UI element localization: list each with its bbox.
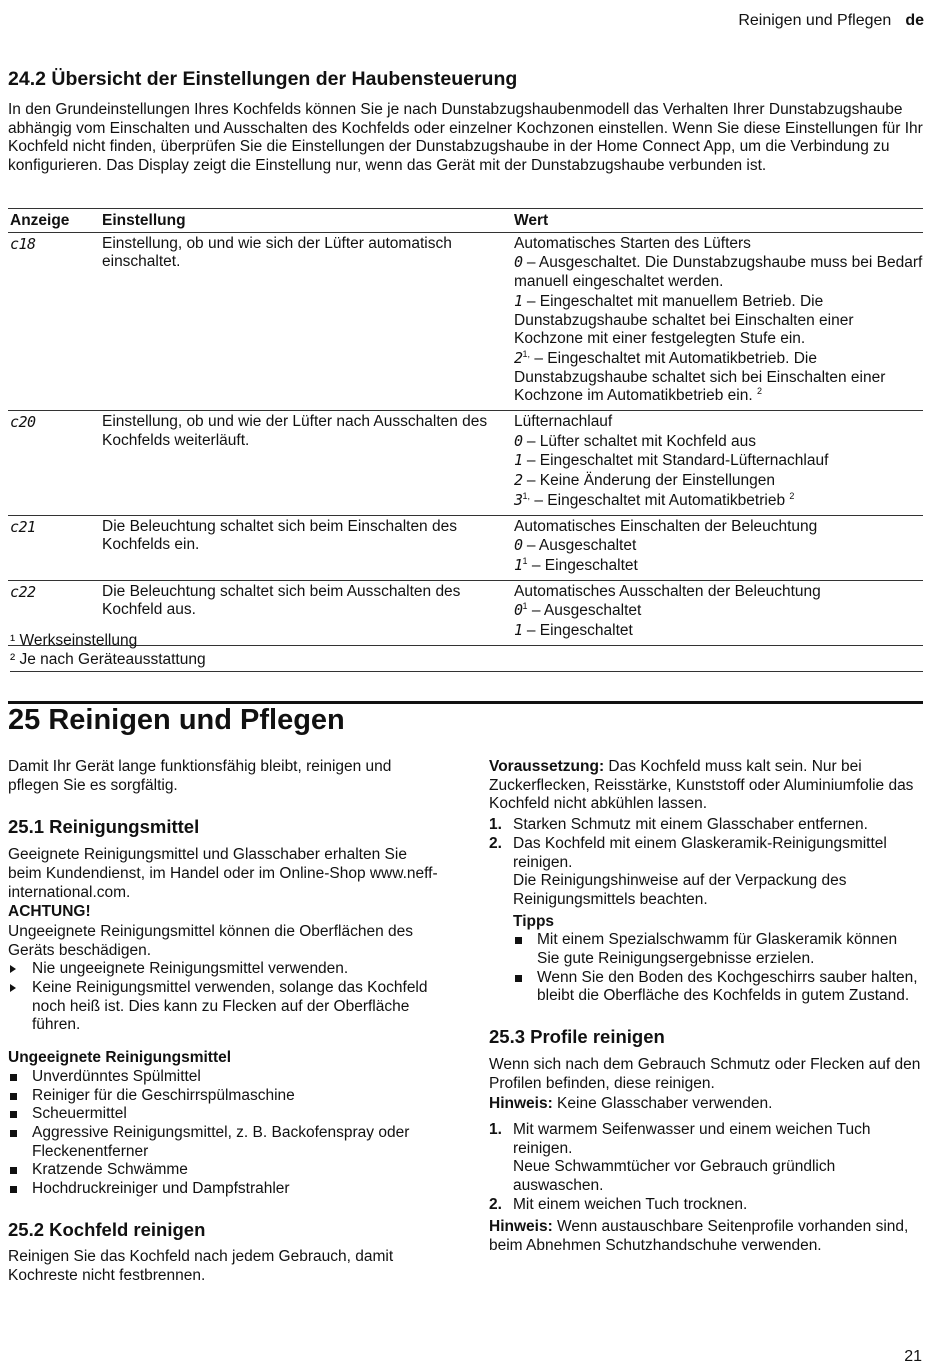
- setting-description: Einstellung, ob und wie der Lüfter nach Ausschalten des Kochfelds weiterläuft.: [100, 411, 512, 516]
- list-item: [489, 1196, 923, 1215]
- value-code: 0: [514, 536, 523, 555]
- display-code-cell: [8, 515, 100, 580]
- table-header-row: [8, 209, 923, 233]
- value-code: 1: [514, 451, 523, 470]
- list-item: [489, 816, 923, 835]
- header-anzeige: Anzeige: [8, 209, 100, 233]
- running-header: [738, 12, 924, 31]
- value-option: [514, 491, 923, 511]
- value-text: – Eingeschaltet mit Standard-Lüfternachlauf: [526, 452, 829, 470]
- value-text: – Eingeschaltet: [531, 556, 638, 574]
- value-title: Automatisches Ausschalten der Beleuchtung: [514, 582, 821, 600]
- list-item: Nie ungeeignete Reinigungsmittel verwenden.: [8, 960, 440, 979]
- value-option: [514, 349, 923, 406]
- list-item: Keine Reinigungsmittel verwenden, solange das Kochfeld noch heiß ist. Dies kann zu Flecken auf der Oberfläche führen.: [8, 979, 440, 1035]
- prerequisite-text: Das Kochfeld muss kalt sein. Nur bei Zuckerflecken, Reisstärke, Kunststoff oder Aluminiumfolie das Kochfeld nicht abkühlen lassen.: [489, 758, 914, 813]
- value-text: – Ausgeschaltet. Die Dunstabzugshaube muss bei Bedarf manuell eingeschaltet werden.: [514, 254, 923, 291]
- tips-block: [489, 913, 923, 1007]
- section-25-1-text: Geeignete Reinigungsmittel und Glasschaber erhalten Sie beim Kundendienst, im Handel oder im Online-Shop www.neff-international.com.: [8, 846, 438, 901]
- footnote-1: ¹ Werkseinstellung: [10, 632, 138, 649]
- unsuitable-list: [8, 1068, 440, 1199]
- setting-description: Die Beleuchtung schaltet sich beim Einschalten des Kochfelds ein.: [100, 515, 512, 580]
- value-text: – Eingeschaltet mit Automatikbetrieb: [534, 491, 786, 509]
- footnote-2: ² Je nach Geräteausstattung: [10, 650, 206, 668]
- section-25-2-title: 25.2 Kochfeld reinigen: [8, 1218, 206, 1240]
- value-text: – Eingeschaltet mit manuellem Betrieb. Die Dunstabzugshaube schaltet bei Einschalten einer Kochzone mit einer festgelegten Stufe ein.: [514, 292, 854, 348]
- value-code: 1: [514, 621, 523, 640]
- value-option: [514, 556, 923, 576]
- list-item: Unverdünntes Spülmittel: [8, 1068, 440, 1087]
- value-text: – Ausgeschaltet: [526, 537, 637, 555]
- list-item: Reiniger für die Geschirrspülmaschine: [8, 1087, 440, 1106]
- list-item: [489, 835, 923, 910]
- section-25-3-title: 25.3 Profile reinigen: [489, 1026, 665, 1048]
- value-option: [514, 253, 923, 291]
- table-row: [8, 411, 923, 516]
- value-text: – Eingeschaltet: [526, 622, 633, 640]
- prerequisite-label: Voraussetzung:: [489, 758, 605, 775]
- value-footnote-ref: 1: [522, 601, 528, 612]
- value-title: Automatisches Einschalten der Beleuchtung: [514, 517, 818, 535]
- header-language: de: [905, 12, 924, 29]
- value-cell: [512, 515, 923, 580]
- note-2: [489, 1218, 923, 1255]
- value-option: [514, 432, 923, 452]
- unsuitable-title: Ungeeignete Reinigungsmittel: [8, 1049, 232, 1067]
- table-row: [8, 515, 923, 580]
- step-text: Starken Schmutz mit einem Glasschaber entfernen.: [513, 816, 868, 834]
- step-number: 2.: [489, 1195, 502, 1213]
- value-text: – Eingeschaltet mit Automatikbetrieb. Die Dunstabzugshaube schaltet sich bei Einschalten einer Kochzone im Automatikbetrieb ein.: [514, 349, 886, 405]
- value-code: 1: [514, 291, 523, 310]
- value-footnote-ref: 1,: [522, 348, 531, 359]
- note-1-label: Hinweis:: [489, 1095, 553, 1113]
- value-code: 0: [514, 431, 523, 450]
- tips-title: Tipps: [513, 912, 555, 930]
- display-code: c21: [10, 517, 36, 536]
- clean-steps: [489, 816, 923, 910]
- chapter-25-title: 25 Reinigen und Pflegen: [8, 704, 345, 736]
- value-code: 2: [514, 471, 523, 490]
- value-code: 0: [514, 253, 523, 272]
- value-option: [514, 536, 923, 556]
- page-number: 21: [904, 1348, 922, 1365]
- warning-text: Ungeeignete Reinigungsmittel können die Oberflächen des Geräts beschädigen.: [8, 922, 413, 959]
- value-text: – Lüfter schaltet mit Kochfeld aus: [526, 432, 757, 450]
- note-2-label: Hinweis:: [489, 1218, 553, 1236]
- step-text: Mit warmem Seifenwasser und einem weichen Tuch reinigen.: [513, 1120, 871, 1157]
- list-item: Hochdruckreiniger und Dampfstrahler: [8, 1180, 440, 1199]
- display-code: c20: [10, 413, 36, 432]
- warning-title: ACHTUNG!: [8, 903, 91, 921]
- chapter-25-intro: Damit Ihr Gerät lange funktionsfähig bleibt, reinigen und pflegen Sie es sorgfältig.: [8, 758, 392, 794]
- header-section: Reinigen und Pflegen: [738, 12, 892, 29]
- value-cell: [512, 411, 923, 516]
- value-code: 3: [514, 490, 523, 509]
- section-24-2-title: 24.2 Übersicht der Einstellungen der Haubensteuerung: [8, 68, 518, 90]
- value-code: 1: [514, 555, 523, 574]
- value-code: 0: [514, 601, 523, 620]
- list-item: Wenn Sie den Boden des Kochgeschirrs sauber halten, bleibt die Oberfläche des Kochfelds in gutem Zustand.: [513, 969, 923, 1006]
- section-24-2-intro: In den Grundeinstellungen Ihres Kochfelds können Sie je nach Dunstabzugshaubenmodell das Verhalten Ihrer Dunstabzugshaube abhängig vom Einschalten und Ausschalten des Kochfelds oder einzelner Kochzonen einstellen. Wenn Sie diese Einstellungen für Ihr Kochfeld nicht finden, überprüfen Sie die Einstellungen der Dunstabzugshaube in der Home Connect App, um die Verbindung zu konfigurieren. Das Display zeigt die Einstellung nur, wenn das Gerät mit der Dunstabzugshaube verbunden ist.: [8, 101, 923, 175]
- value-text: – Keine Änderung der Einstellungen: [526, 472, 776, 490]
- header-wert: Wert: [512, 209, 923, 233]
- table-footnotes: [10, 632, 923, 672]
- section-25-2-text: Reinigen Sie das Kochfeld nach jedem Gebrauch, damit Kochreste nicht festbrennen.: [8, 1248, 394, 1285]
- value-title: Lüfternachlauf: [514, 413, 613, 431]
- note-1-text: Keine Glasschaber verwenden.: [552, 1095, 773, 1113]
- step-text: Das Kochfeld mit einem Glaskeramik-Reinigungsmittel reinigen.: [513, 834, 887, 871]
- value-cell: [512, 232, 923, 410]
- display-code-cell: [8, 232, 100, 410]
- display-code-cell: [8, 411, 100, 516]
- section-25-3-text: Wenn sich nach dem Gebrauch Schmutz oder Flecken auf den Profilen befinden, diese reinigen.: [489, 1055, 921, 1092]
- value-option: [514, 471, 923, 491]
- value-text: – Ausgeschaltet: [531, 602, 642, 620]
- right-column: [489, 758, 923, 1256]
- warning-list: [8, 960, 440, 1035]
- list-item: Scheuermittel: [8, 1105, 440, 1124]
- display-code: c22: [10, 582, 36, 601]
- value-footnote-ref: 1,: [522, 490, 531, 501]
- setting-description: Einstellung, ob und wie sich der Lüfter automatisch einschaltet.: [100, 232, 512, 410]
- value-note-ref: 2: [756, 386, 762, 397]
- step-text: Mit einem weichen Tuch trocknen.: [513, 1195, 748, 1213]
- value-title: Automatisches Starten des Lüfters: [514, 234, 751, 252]
- value-note-ref: 2: [789, 490, 795, 501]
- list-item: [489, 1121, 923, 1196]
- settings-table: [8, 208, 923, 646]
- note-2-text: Wenn austauschbare Seitenprofile vorhanden sind, beim Abnehmen Schutzhandschuhe verwenden.: [489, 1218, 909, 1255]
- list-item: Aggressive Reinigungsmittel, z. B. Backofenspray oder Fleckenentferner: [8, 1124, 440, 1161]
- left-column: [8, 758, 440, 1286]
- tips-list: [513, 931, 923, 1006]
- setting-description: Die Beleuchtung schaltet sich beim Ausschalten des Kochfeld aus.: [100, 580, 512, 645]
- step-subtext: Die Reinigungshinweise auf der Verpackung des Reinigungsmittels beachten.: [513, 872, 847, 908]
- step-number: 1.: [489, 1120, 502, 1138]
- table-row: [8, 232, 923, 410]
- section-25-1-title: 25.1 Reinigungsmittel: [8, 816, 200, 838]
- value-footnote-ref: 1: [522, 555, 528, 566]
- step-subtext: Neue Schwammtücher vor Gebrauch gründlich auswaschen.: [513, 1158, 836, 1195]
- value-code: 2: [514, 348, 523, 367]
- value-option: [514, 451, 923, 471]
- value-option: [514, 292, 923, 349]
- step-number: 1.: [489, 816, 502, 834]
- header-einstellung: Einstellung: [100, 209, 512, 233]
- prerequisite: [489, 758, 923, 814]
- display-code: c18: [10, 234, 36, 253]
- profile-steps: [489, 1121, 923, 1215]
- list-item: Mit einem Spezialschwamm für Glaskeramik können Sie gute Reinigungsergebnisse erzielen.: [513, 931, 923, 968]
- list-item: Kratzende Schwämme: [8, 1161, 440, 1180]
- step-number: 2.: [489, 834, 502, 852]
- note-1: [489, 1095, 923, 1114]
- value-option: [514, 601, 923, 621]
